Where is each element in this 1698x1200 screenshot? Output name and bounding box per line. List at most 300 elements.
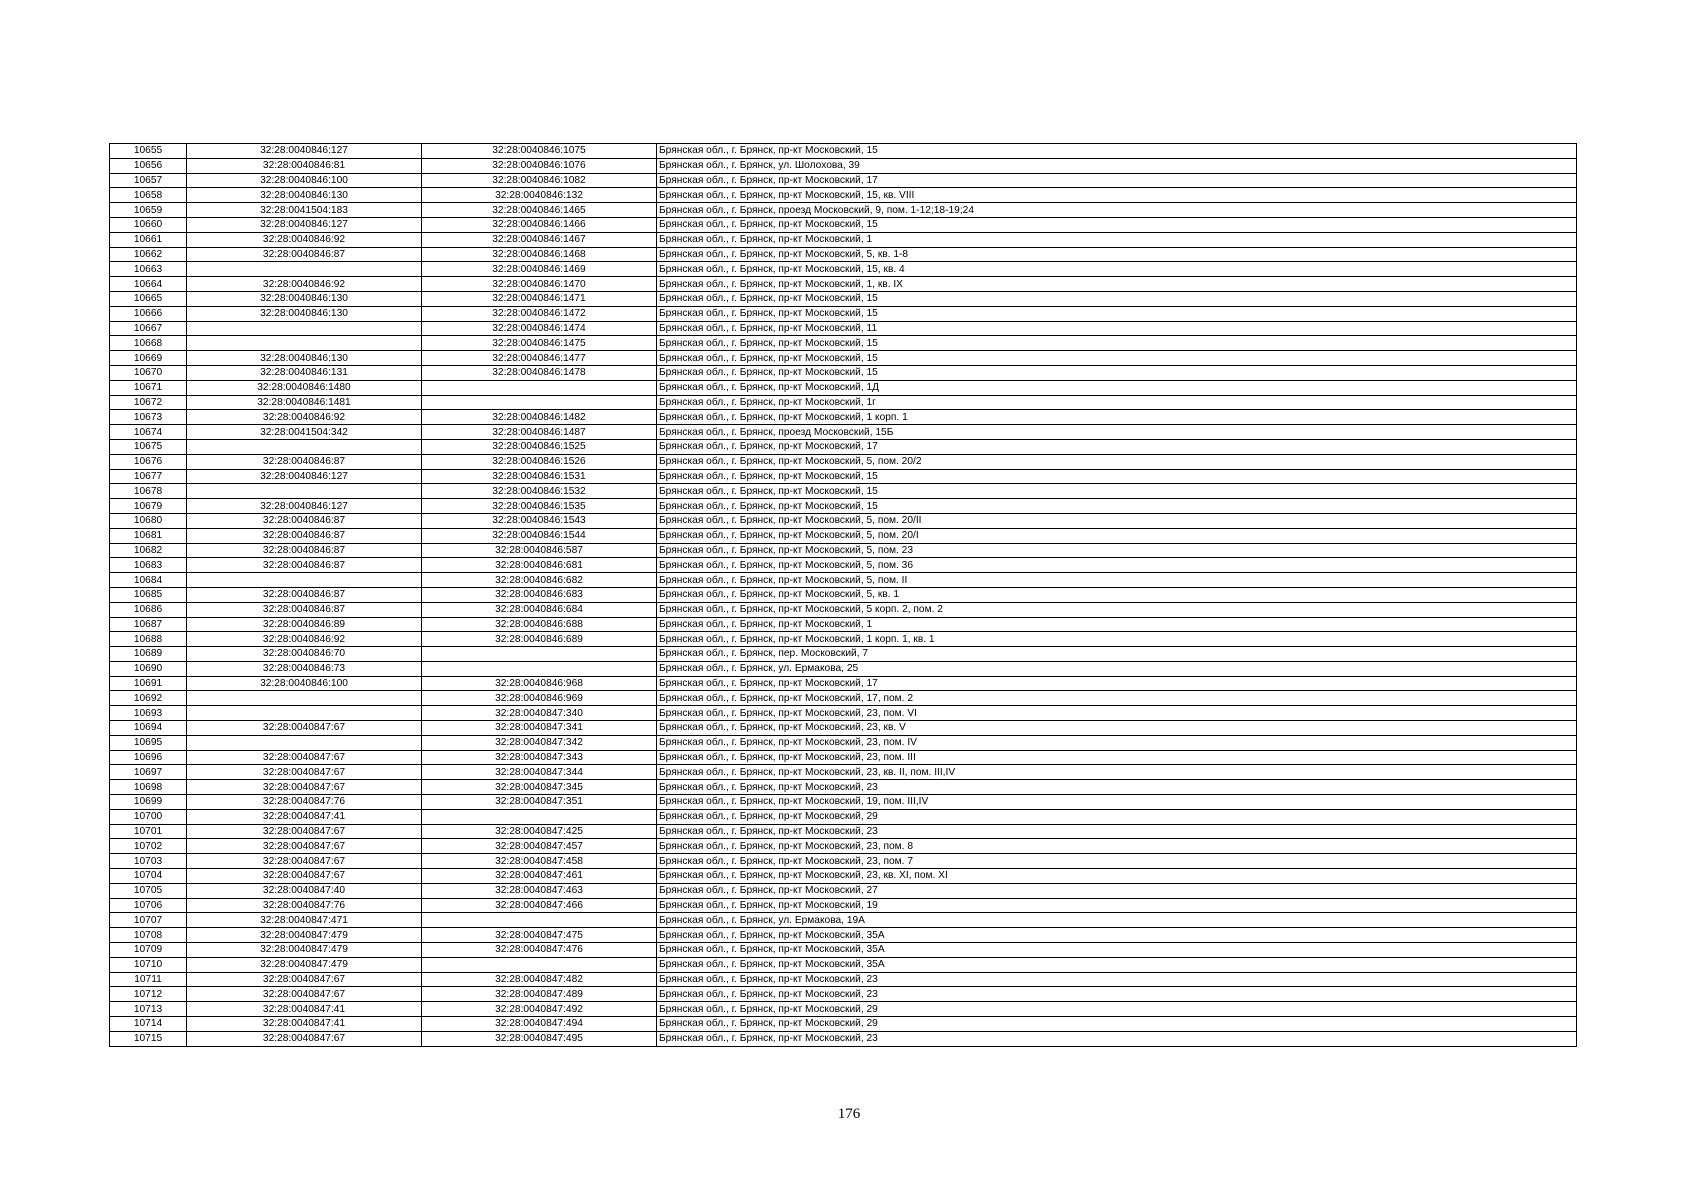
address-cell: Брянская обл., г. Брянск, пр-кт Московский, 35А — [657, 943, 1577, 958]
row-number-cell: 10681 — [110, 528, 187, 543]
land-parcel-cadastral-number-cell — [187, 573, 422, 588]
land-parcel-cadastral-number-cell: 32:28:0040847:67 — [187, 765, 422, 780]
table-row — [110, 336, 1577, 351]
land-parcel-cadastral-number-cell: 32:28:0040846:130 — [187, 188, 422, 203]
table-row — [110, 972, 1577, 987]
land-parcel-cadastral-number-cell: 32:28:0040846:81 — [187, 158, 422, 173]
row-number-cell: 10687 — [110, 617, 187, 632]
land-parcel-cadastral-number-cell: 32:28:0040846:87 — [187, 528, 422, 543]
table-row — [110, 188, 1577, 203]
row-number-cell: 10712 — [110, 987, 187, 1002]
building-cadastral-number-cell: 32:28:0040846:1465 — [422, 203, 657, 218]
row-number-cell: 10664 — [110, 277, 187, 292]
land-parcel-cadastral-number-cell: 32:28:0040847:41 — [187, 809, 422, 824]
land-parcel-cadastral-number-cell: 32:28:0040847:67 — [187, 824, 422, 839]
land-parcel-cadastral-number-cell: 32:28:0040846:87 — [187, 587, 422, 602]
land-parcel-cadastral-number-cell: 32:28:0040846:130 — [187, 306, 422, 321]
table-row — [110, 513, 1577, 528]
land-parcel-cadastral-number-cell: 32:28:0040847:41 — [187, 1002, 422, 1017]
table-row — [110, 454, 1577, 469]
address-cell: Брянская обл., г. Брянск, пр-кт Московский, 15 — [657, 144, 1577, 159]
land-parcel-cadastral-number-cell: 32:28:0040846:92 — [187, 632, 422, 647]
row-number-cell: 10699 — [110, 795, 187, 810]
table-row — [110, 232, 1577, 247]
land-parcel-cadastral-number-cell: 32:28:0041504:183 — [187, 203, 422, 218]
table-row — [110, 410, 1577, 425]
building-cadastral-number-cell: 32:28:0040846:1471 — [422, 291, 657, 306]
building-cadastral-number-cell — [422, 380, 657, 395]
table-row — [110, 1031, 1577, 1046]
row-number-cell: 10693 — [110, 706, 187, 721]
row-number-cell: 10690 — [110, 661, 187, 676]
row-number-cell: 10697 — [110, 765, 187, 780]
land-parcel-cadastral-number-cell: 32:28:0040846:127 — [187, 499, 422, 514]
address-cell: Брянская обл., г. Брянск, пр-кт Московский, 23, пом. 8 — [657, 839, 1577, 854]
row-number-cell: 10701 — [110, 824, 187, 839]
address-cell: Брянская обл., г. Брянск, пр-кт Московский, 23, пом. 7 — [657, 854, 1577, 869]
address-cell: Брянская обл., г. Брянск, проезд Московский, 9, пом. 1-12;18-19;24 — [657, 203, 1577, 218]
building-cadastral-number-cell: 32:28:0040846:1468 — [422, 247, 657, 262]
address-cell: Брянская обл., г. Брянск, пр-кт Московский, 15 — [657, 306, 1577, 321]
address-cell: Брянская обл., г. Брянск, пр-кт Московский, 15 — [657, 499, 1577, 514]
building-cadastral-number-cell: 32:28:0040846:587 — [422, 543, 657, 558]
building-cadastral-number-cell: 32:28:0040847:495 — [422, 1031, 657, 1046]
land-parcel-cadastral-number-cell — [187, 691, 422, 706]
table-row — [110, 706, 1577, 721]
row-number-cell: 10696 — [110, 750, 187, 765]
building-cadastral-number-cell: 32:28:0040847:475 — [422, 928, 657, 943]
land-parcel-cadastral-number-cell: 32:28:0040847:67 — [187, 839, 422, 854]
address-cell: Брянская обл., г. Брянск, пр-кт Московский, 15 — [657, 365, 1577, 380]
building-cadastral-number-cell: 32:28:0040846:968 — [422, 676, 657, 691]
row-number-cell: 10700 — [110, 809, 187, 824]
building-cadastral-number-cell: 32:28:0040847:463 — [422, 883, 657, 898]
address-cell: Брянская обл., г. Брянск, пр-кт Московский, 15 — [657, 484, 1577, 499]
table-row — [110, 217, 1577, 232]
building-cadastral-number-cell: 32:28:0040846:1535 — [422, 499, 657, 514]
table-row — [110, 721, 1577, 736]
land-parcel-cadastral-number-cell — [187, 439, 422, 454]
address-cell: Брянская обл., г. Брянск, пр-кт Московский, 15, кв. 4 — [657, 262, 1577, 277]
row-number-cell: 10663 — [110, 262, 187, 277]
row-number-cell: 10669 — [110, 351, 187, 366]
building-cadastral-number-cell: 32:28:0040846:1531 — [422, 469, 657, 484]
row-number-cell: 10682 — [110, 543, 187, 558]
building-cadastral-number-cell: 32:28:0040847:340 — [422, 706, 657, 721]
row-number-cell: 10678 — [110, 484, 187, 499]
address-cell: Брянская обл., г. Брянск, пр-кт Московский, 17 — [657, 439, 1577, 454]
table-row — [110, 765, 1577, 780]
land-parcel-cadastral-number-cell — [187, 321, 422, 336]
land-parcel-cadastral-number-cell: 32:28:0040846:130 — [187, 291, 422, 306]
building-cadastral-number-cell: 32:28:0040846:1469 — [422, 262, 657, 277]
address-cell: Брянская обл., г. Брянск, пр-кт Московский, 1Д — [657, 380, 1577, 395]
address-cell: Брянская обл., г. Брянск, пр-кт Московский, 23, кв. V — [657, 721, 1577, 736]
building-cadastral-number-cell: 32:28:0040847:489 — [422, 987, 657, 1002]
land-parcel-cadastral-number-cell: 32:28:0040846:89 — [187, 617, 422, 632]
building-cadastral-number-cell: 32:28:0040846:132 — [422, 188, 657, 203]
building-cadastral-number-cell: 32:28:0040846:1525 — [422, 439, 657, 454]
page-number: 176 — [837, 1106, 861, 1122]
row-number-cell: 10704 — [110, 869, 187, 884]
land-parcel-cadastral-number-cell — [187, 735, 422, 750]
building-cadastral-number-cell: 32:28:0040847:492 — [422, 1002, 657, 1017]
row-number-cell: 10675 — [110, 439, 187, 454]
building-cadastral-number-cell — [422, 957, 657, 972]
land-parcel-cadastral-number-cell: 32:28:0040847:67 — [187, 854, 422, 869]
address-cell: Брянская обл., г. Брянск, пр-кт Московский, 15 — [657, 217, 1577, 232]
building-cadastral-number-cell: 32:28:0040846:684 — [422, 602, 657, 617]
row-number-cell: 10680 — [110, 513, 187, 528]
address-cell: Брянская обл., г. Брянск, пр-кт Московский, 29 — [657, 1017, 1577, 1032]
row-number-cell: 10692 — [110, 691, 187, 706]
building-cadastral-number-cell: 32:28:0040847:343 — [422, 750, 657, 765]
address-cell: Брянская обл., г. Брянск, пр-кт Московский, 35А — [657, 957, 1577, 972]
land-parcel-cadastral-number-cell: 32:28:0040846:100 — [187, 173, 422, 188]
building-cadastral-number-cell: 32:28:0040846:682 — [422, 573, 657, 588]
building-cadastral-number-cell: 32:28:0040847:457 — [422, 839, 657, 854]
table-row — [110, 543, 1577, 558]
building-cadastral-number-cell — [422, 661, 657, 676]
building-cadastral-number-cell: 32:28:0040847:425 — [422, 824, 657, 839]
table-row — [110, 262, 1577, 277]
building-cadastral-number-cell: 32:28:0040847:482 — [422, 972, 657, 987]
land-parcel-cadastral-number-cell — [187, 706, 422, 721]
table-row — [110, 943, 1577, 958]
land-parcel-cadastral-number-cell: 32:28:0040847:67 — [187, 1031, 422, 1046]
row-number-cell: 10657 — [110, 173, 187, 188]
building-cadastral-number-cell: 32:28:0040846:1478 — [422, 365, 657, 380]
land-parcel-cadastral-number-cell: 32:28:0040847:479 — [187, 928, 422, 943]
address-cell: Брянская обл., г. Брянск, пр-кт Московский, 23 — [657, 987, 1577, 1002]
building-cadastral-number-cell: 32:28:0040847:345 — [422, 780, 657, 795]
address-cell: Брянская обл., г. Брянск, пр-кт Московский, 1г — [657, 395, 1577, 410]
row-number-cell: 10655 — [110, 144, 187, 159]
row-number-cell: 10698 — [110, 780, 187, 795]
land-parcel-cadastral-number-cell: 32:28:0040846:1481 — [187, 395, 422, 410]
row-number-cell: 10710 — [110, 957, 187, 972]
building-cadastral-number-cell — [422, 395, 657, 410]
land-parcel-cadastral-number-cell: 32:28:0040847:76 — [187, 795, 422, 810]
row-number-cell: 10671 — [110, 380, 187, 395]
land-parcel-cadastral-number-cell: 32:28:0040846:127 — [187, 144, 422, 159]
building-cadastral-number-cell: 32:28:0040846:1532 — [422, 484, 657, 499]
address-cell: Брянская обл., г. Брянск, пр-кт Московский, 15, кв. VIII — [657, 188, 1577, 203]
row-number-cell: 10705 — [110, 883, 187, 898]
row-number-cell: 10666 — [110, 306, 187, 321]
building-cadastral-number-cell: 32:28:0040846:1487 — [422, 425, 657, 440]
table-row — [110, 839, 1577, 854]
table-row — [110, 987, 1577, 1002]
row-number-cell: 10708 — [110, 928, 187, 943]
row-number-cell: 10670 — [110, 365, 187, 380]
row-number-cell: 10674 — [110, 425, 187, 440]
row-number-cell: 10711 — [110, 972, 187, 987]
address-cell: Брянская обл., г. Брянск, пр-кт Московский, 23 — [657, 824, 1577, 839]
address-cell: Брянская обл., г. Брянск, пр-кт Московский, 23, пом. IV — [657, 735, 1577, 750]
building-cadastral-number-cell: 32:28:0040846:1482 — [422, 410, 657, 425]
building-cadastral-number-cell: 32:28:0040846:1477 — [422, 351, 657, 366]
address-cell: Брянская обл., г. Брянск, пр-кт Московский, 23 — [657, 972, 1577, 987]
address-cell: Брянская обл., г. Брянск, пр-кт Московский, 19 — [657, 898, 1577, 913]
building-cadastral-number-cell: 32:28:0040847:341 — [422, 721, 657, 736]
table-row — [110, 439, 1577, 454]
address-cell: Брянская обл., г. Брянск, пр-кт Московский, 5 корп. 2, пом. 2 — [657, 602, 1577, 617]
row-number-cell: 10668 — [110, 336, 187, 351]
land-parcel-cadastral-number-cell: 32:28:0040846:87 — [187, 558, 422, 573]
address-cell: Брянская обл., г. Брянск, пр-кт Московский, 23, пом. III — [657, 750, 1577, 765]
land-parcel-cadastral-number-cell: 32:28:0040847:471 — [187, 913, 422, 928]
land-parcel-cadastral-number-cell: 32:28:0040847:67 — [187, 869, 422, 884]
building-cadastral-number-cell: 32:28:0040847:461 — [422, 869, 657, 884]
row-number-cell: 10706 — [110, 898, 187, 913]
row-number-cell: 10691 — [110, 676, 187, 691]
table-row — [110, 351, 1577, 366]
table-row — [110, 484, 1577, 499]
address-cell: Брянская обл., г. Брянск, пр-кт Московский, 23, кв. XI, пом. XI — [657, 869, 1577, 884]
address-cell: Брянская обл., г. Брянск, пр-кт Московский, 1, кв. IX — [657, 277, 1577, 292]
building-cadastral-number-cell: 32:28:0040846:1474 — [422, 321, 657, 336]
address-cell: Брянская обл., г. Брянск, пр-кт Московский, 5, кв. 1 — [657, 587, 1577, 602]
table-row — [110, 632, 1577, 647]
address-cell: Брянская обл., г. Брянск, пр-кт Московский, 15 — [657, 291, 1577, 306]
land-parcel-cadastral-number-cell: 32:28:0041504:342 — [187, 425, 422, 440]
land-parcel-cadastral-number-cell: 32:28:0040847:479 — [187, 957, 422, 972]
building-cadastral-number-cell: 32:28:0040846:1466 — [422, 217, 657, 232]
row-number-cell: 10676 — [110, 454, 187, 469]
table-row — [110, 676, 1577, 691]
address-cell: Брянская обл., г. Брянск, ул. Ермакова, 25 — [657, 661, 1577, 676]
table-row — [110, 291, 1577, 306]
land-parcel-cadastral-number-cell: 32:28:0040847:67 — [187, 987, 422, 1002]
land-parcel-cadastral-number-cell: 32:28:0040846:92 — [187, 410, 422, 425]
table-row — [110, 395, 1577, 410]
table-row — [110, 750, 1577, 765]
row-number-cell: 10661 — [110, 232, 187, 247]
address-cell: Брянская обл., г. Брянск, пр-кт Московский, 23, кв. II, пом. III,IV — [657, 765, 1577, 780]
table-row — [110, 573, 1577, 588]
table-row — [110, 247, 1577, 262]
address-cell: Брянская обл., г. Брянск, пр-кт Московский, 23 — [657, 1031, 1577, 1046]
address-cell: Брянская обл., г. Брянск, пр-кт Московский, 1 — [657, 232, 1577, 247]
building-cadastral-number-cell: 32:28:0040846:681 — [422, 558, 657, 573]
building-cadastral-number-cell: 32:28:0040847:466 — [422, 898, 657, 913]
table-row — [110, 735, 1577, 750]
address-cell: Брянская обл., г. Брянск, пр-кт Московский, 35А — [657, 928, 1577, 943]
row-number-cell: 10686 — [110, 602, 187, 617]
land-parcel-cadastral-number-cell: 32:28:0040846:87 — [187, 454, 422, 469]
building-cadastral-number-cell: 32:28:0040847:351 — [422, 795, 657, 810]
row-number-cell: 10684 — [110, 573, 187, 588]
row-number-cell: 10688 — [110, 632, 187, 647]
land-parcel-cadastral-number-cell: 32:28:0040846:87 — [187, 513, 422, 528]
land-parcel-cadastral-number-cell: 32:28:0040847:67 — [187, 780, 422, 795]
land-parcel-cadastral-number-cell: 32:28:0040846:73 — [187, 661, 422, 676]
table-row — [110, 602, 1577, 617]
table-row — [110, 558, 1577, 573]
land-parcel-cadastral-number-cell: 32:28:0040847:67 — [187, 972, 422, 987]
address-cell: Брянская обл., г. Брянск, пр-кт Московский, 17, пом. 2 — [657, 691, 1577, 706]
address-cell: Брянская обл., г. Брянск, пр-кт Московский, 27 — [657, 883, 1577, 898]
row-number-cell: 10702 — [110, 839, 187, 854]
registry-body — [110, 144, 1577, 1047]
building-cadastral-number-cell: 32:28:0040847:458 — [422, 854, 657, 869]
building-cadastral-number-cell — [422, 913, 657, 928]
address-cell: Брянская обл., г. Брянск, пер. Московский, 7 — [657, 647, 1577, 662]
land-parcel-cadastral-number-cell: 32:28:0040846:1480 — [187, 380, 422, 395]
address-cell: Брянская обл., г. Брянск, пр-кт Московский, 23 — [657, 780, 1577, 795]
address-cell: Брянская обл., г. Брянск, пр-кт Московский, 1 — [657, 617, 1577, 632]
row-number-cell: 10677 — [110, 469, 187, 484]
land-parcel-cadastral-number-cell: 32:28:0040847:479 — [187, 943, 422, 958]
building-cadastral-number-cell: 32:28:0040846:1544 — [422, 528, 657, 543]
table-row — [110, 306, 1577, 321]
row-number-cell: 10714 — [110, 1017, 187, 1032]
table-row — [110, 661, 1577, 676]
building-cadastral-number-cell: 32:28:0040846:1475 — [422, 336, 657, 351]
table-row — [110, 691, 1577, 706]
land-parcel-cadastral-number-cell: 32:28:0040846:87 — [187, 543, 422, 558]
building-cadastral-number-cell: 32:28:0040846:969 — [422, 691, 657, 706]
address-cell: Брянская обл., г. Брянск, пр-кт Московский, 17 — [657, 676, 1577, 691]
table-row — [110, 158, 1577, 173]
land-parcel-cadastral-number-cell: 32:28:0040847:67 — [187, 750, 422, 765]
address-cell: Брянская обл., г. Брянск, пр-кт Московский, 19, пом. III,IV — [657, 795, 1577, 810]
table-row — [110, 499, 1577, 514]
row-number-cell: 10672 — [110, 395, 187, 410]
row-number-cell: 10695 — [110, 735, 187, 750]
table-row — [110, 824, 1577, 839]
address-cell: Брянская обл., г. Брянск, пр-кт Московский, 5, пом. 20/2 — [657, 454, 1577, 469]
address-cell: Брянская обл., г. Брянск, пр-кт Московский, 5, пом. 20/II — [657, 513, 1577, 528]
building-cadastral-number-cell: 32:28:0040847:342 — [422, 735, 657, 750]
land-parcel-cadastral-number-cell: 32:28:0040847:40 — [187, 883, 422, 898]
building-cadastral-number-cell: 32:28:0040846:1075 — [422, 144, 657, 159]
land-parcel-cadastral-number-cell: 32:28:0040847:41 — [187, 1017, 422, 1032]
row-number-cell: 10707 — [110, 913, 187, 928]
table-row — [110, 587, 1577, 602]
building-cadastral-number-cell: 32:28:0040847:476 — [422, 943, 657, 958]
table-row — [110, 913, 1577, 928]
building-cadastral-number-cell: 32:28:0040846:683 — [422, 587, 657, 602]
address-cell: Брянская обл., г. Брянск, пр-кт Московский, 5, пом. 23 — [657, 543, 1577, 558]
row-number-cell: 10658 — [110, 188, 187, 203]
table-row — [110, 173, 1577, 188]
building-cadastral-number-cell: 32:28:0040846:689 — [422, 632, 657, 647]
table-row — [110, 809, 1577, 824]
table-row — [110, 1017, 1577, 1032]
row-number-cell: 10715 — [110, 1031, 187, 1046]
row-number-cell: 10679 — [110, 499, 187, 514]
address-cell: Брянская обл., г. Брянск, пр-кт Московский, 5, пом. 36 — [657, 558, 1577, 573]
registry-table — [109, 143, 1577, 1047]
address-cell: Брянская обл., г. Брянск, пр-кт Московский, 1 корп. 1 — [657, 410, 1577, 425]
table-row — [110, 780, 1577, 795]
land-parcel-cadastral-number-cell: 32:28:0040846:100 — [187, 676, 422, 691]
table-row — [110, 928, 1577, 943]
row-number-cell: 10667 — [110, 321, 187, 336]
address-cell: Брянская обл., г. Брянск, пр-кт Московский, 29 — [657, 809, 1577, 824]
address-cell: Брянская обл., г. Брянск, пр-кт Московский, 15 — [657, 351, 1577, 366]
row-number-cell: 10660 — [110, 217, 187, 232]
land-parcel-cadastral-number-cell: 32:28:0040846:131 — [187, 365, 422, 380]
building-cadastral-number-cell — [422, 647, 657, 662]
table-row — [110, 1002, 1577, 1017]
building-cadastral-number-cell — [422, 809, 657, 824]
land-parcel-cadastral-number-cell: 32:28:0040846:87 — [187, 602, 422, 617]
land-parcel-cadastral-number-cell: 32:28:0040846:127 — [187, 217, 422, 232]
address-cell: Брянская обл., г. Брянск, пр-кт Московский, 29 — [657, 1002, 1577, 1017]
row-number-cell: 10659 — [110, 203, 187, 218]
land-parcel-cadastral-number-cell: 32:28:0040847:76 — [187, 898, 422, 913]
row-number-cell: 10694 — [110, 721, 187, 736]
land-parcel-cadastral-number-cell: 32:28:0040846:127 — [187, 469, 422, 484]
row-number-cell: 10685 — [110, 587, 187, 602]
address-cell: Брянская обл., г. Брянск, пр-кт Московский, 5, кв. 1-8 — [657, 247, 1577, 262]
row-number-cell: 10709 — [110, 943, 187, 958]
address-cell: Брянская обл., г. Брянск, пр-кт Московский, 1 корп. 1, кв. 1 — [657, 632, 1577, 647]
row-number-cell: 10662 — [110, 247, 187, 262]
row-number-cell: 10689 — [110, 647, 187, 662]
table-row — [110, 883, 1577, 898]
building-cadastral-number-cell: 32:28:0040846:1470 — [422, 277, 657, 292]
address-cell: Брянская обл., г. Брянск, пр-кт Московский, 11 — [657, 321, 1577, 336]
land-parcel-cadastral-number-cell — [187, 484, 422, 499]
land-parcel-cadastral-number-cell — [187, 262, 422, 277]
table-row — [110, 617, 1577, 632]
table-row — [110, 898, 1577, 913]
building-cadastral-number-cell: 32:28:0040847:494 — [422, 1017, 657, 1032]
address-cell: Брянская обл., г. Брянск, пр-кт Московский, 5, пом. 20/I — [657, 528, 1577, 543]
table-row — [110, 957, 1577, 972]
building-cadastral-number-cell: 32:28:0040846:1526 — [422, 454, 657, 469]
address-cell: Брянская обл., г. Брянск, пр-кт Московский, 15 — [657, 469, 1577, 484]
table-row — [110, 869, 1577, 884]
land-parcel-cadastral-number-cell: 32:28:0040846:70 — [187, 647, 422, 662]
address-cell: Брянская обл., г. Брянск, проезд Московский, 15Б — [657, 425, 1577, 440]
table-row — [110, 380, 1577, 395]
building-cadastral-number-cell: 32:28:0040846:1472 — [422, 306, 657, 321]
address-cell: Брянская обл., г. Брянск, пр-кт Московский, 15 — [657, 336, 1577, 351]
row-number-cell: 10703 — [110, 854, 187, 869]
table-row — [110, 425, 1577, 440]
address-cell: Брянская обл., г. Брянск, пр-кт Московский, 5, пом. II — [657, 573, 1577, 588]
table-row — [110, 854, 1577, 869]
building-cadastral-number-cell: 32:28:0040846:1467 — [422, 232, 657, 247]
building-cadastral-number-cell: 32:28:0040847:344 — [422, 765, 657, 780]
address-cell: Брянская обл., г. Брянск, пр-кт Московский, 23, пом. VI — [657, 706, 1577, 721]
table-row — [110, 469, 1577, 484]
address-cell: Брянская обл., г. Брянск, ул. Шолохова, 39 — [657, 158, 1577, 173]
table-row — [110, 647, 1577, 662]
land-parcel-cadastral-number-cell: 32:28:0040846:92 — [187, 277, 422, 292]
table-row — [110, 277, 1577, 292]
row-number-cell: 10656 — [110, 158, 187, 173]
table-row — [110, 321, 1577, 336]
row-number-cell: 10673 — [110, 410, 187, 425]
land-parcel-cadastral-number-cell — [187, 336, 422, 351]
row-number-cell: 10665 — [110, 291, 187, 306]
building-cadastral-number-cell: 32:28:0040846:1082 — [422, 173, 657, 188]
land-parcel-cadastral-number-cell: 32:28:0040846:130 — [187, 351, 422, 366]
table-row — [110, 144, 1577, 159]
table-row — [110, 795, 1577, 810]
table-row — [110, 365, 1577, 380]
land-parcel-cadastral-number-cell: 32:28:0040846:92 — [187, 232, 422, 247]
address-cell: Брянская обл., г. Брянск, пр-кт Московский, 17 — [657, 173, 1577, 188]
row-number-cell: 10683 — [110, 558, 187, 573]
table-row — [110, 528, 1577, 543]
